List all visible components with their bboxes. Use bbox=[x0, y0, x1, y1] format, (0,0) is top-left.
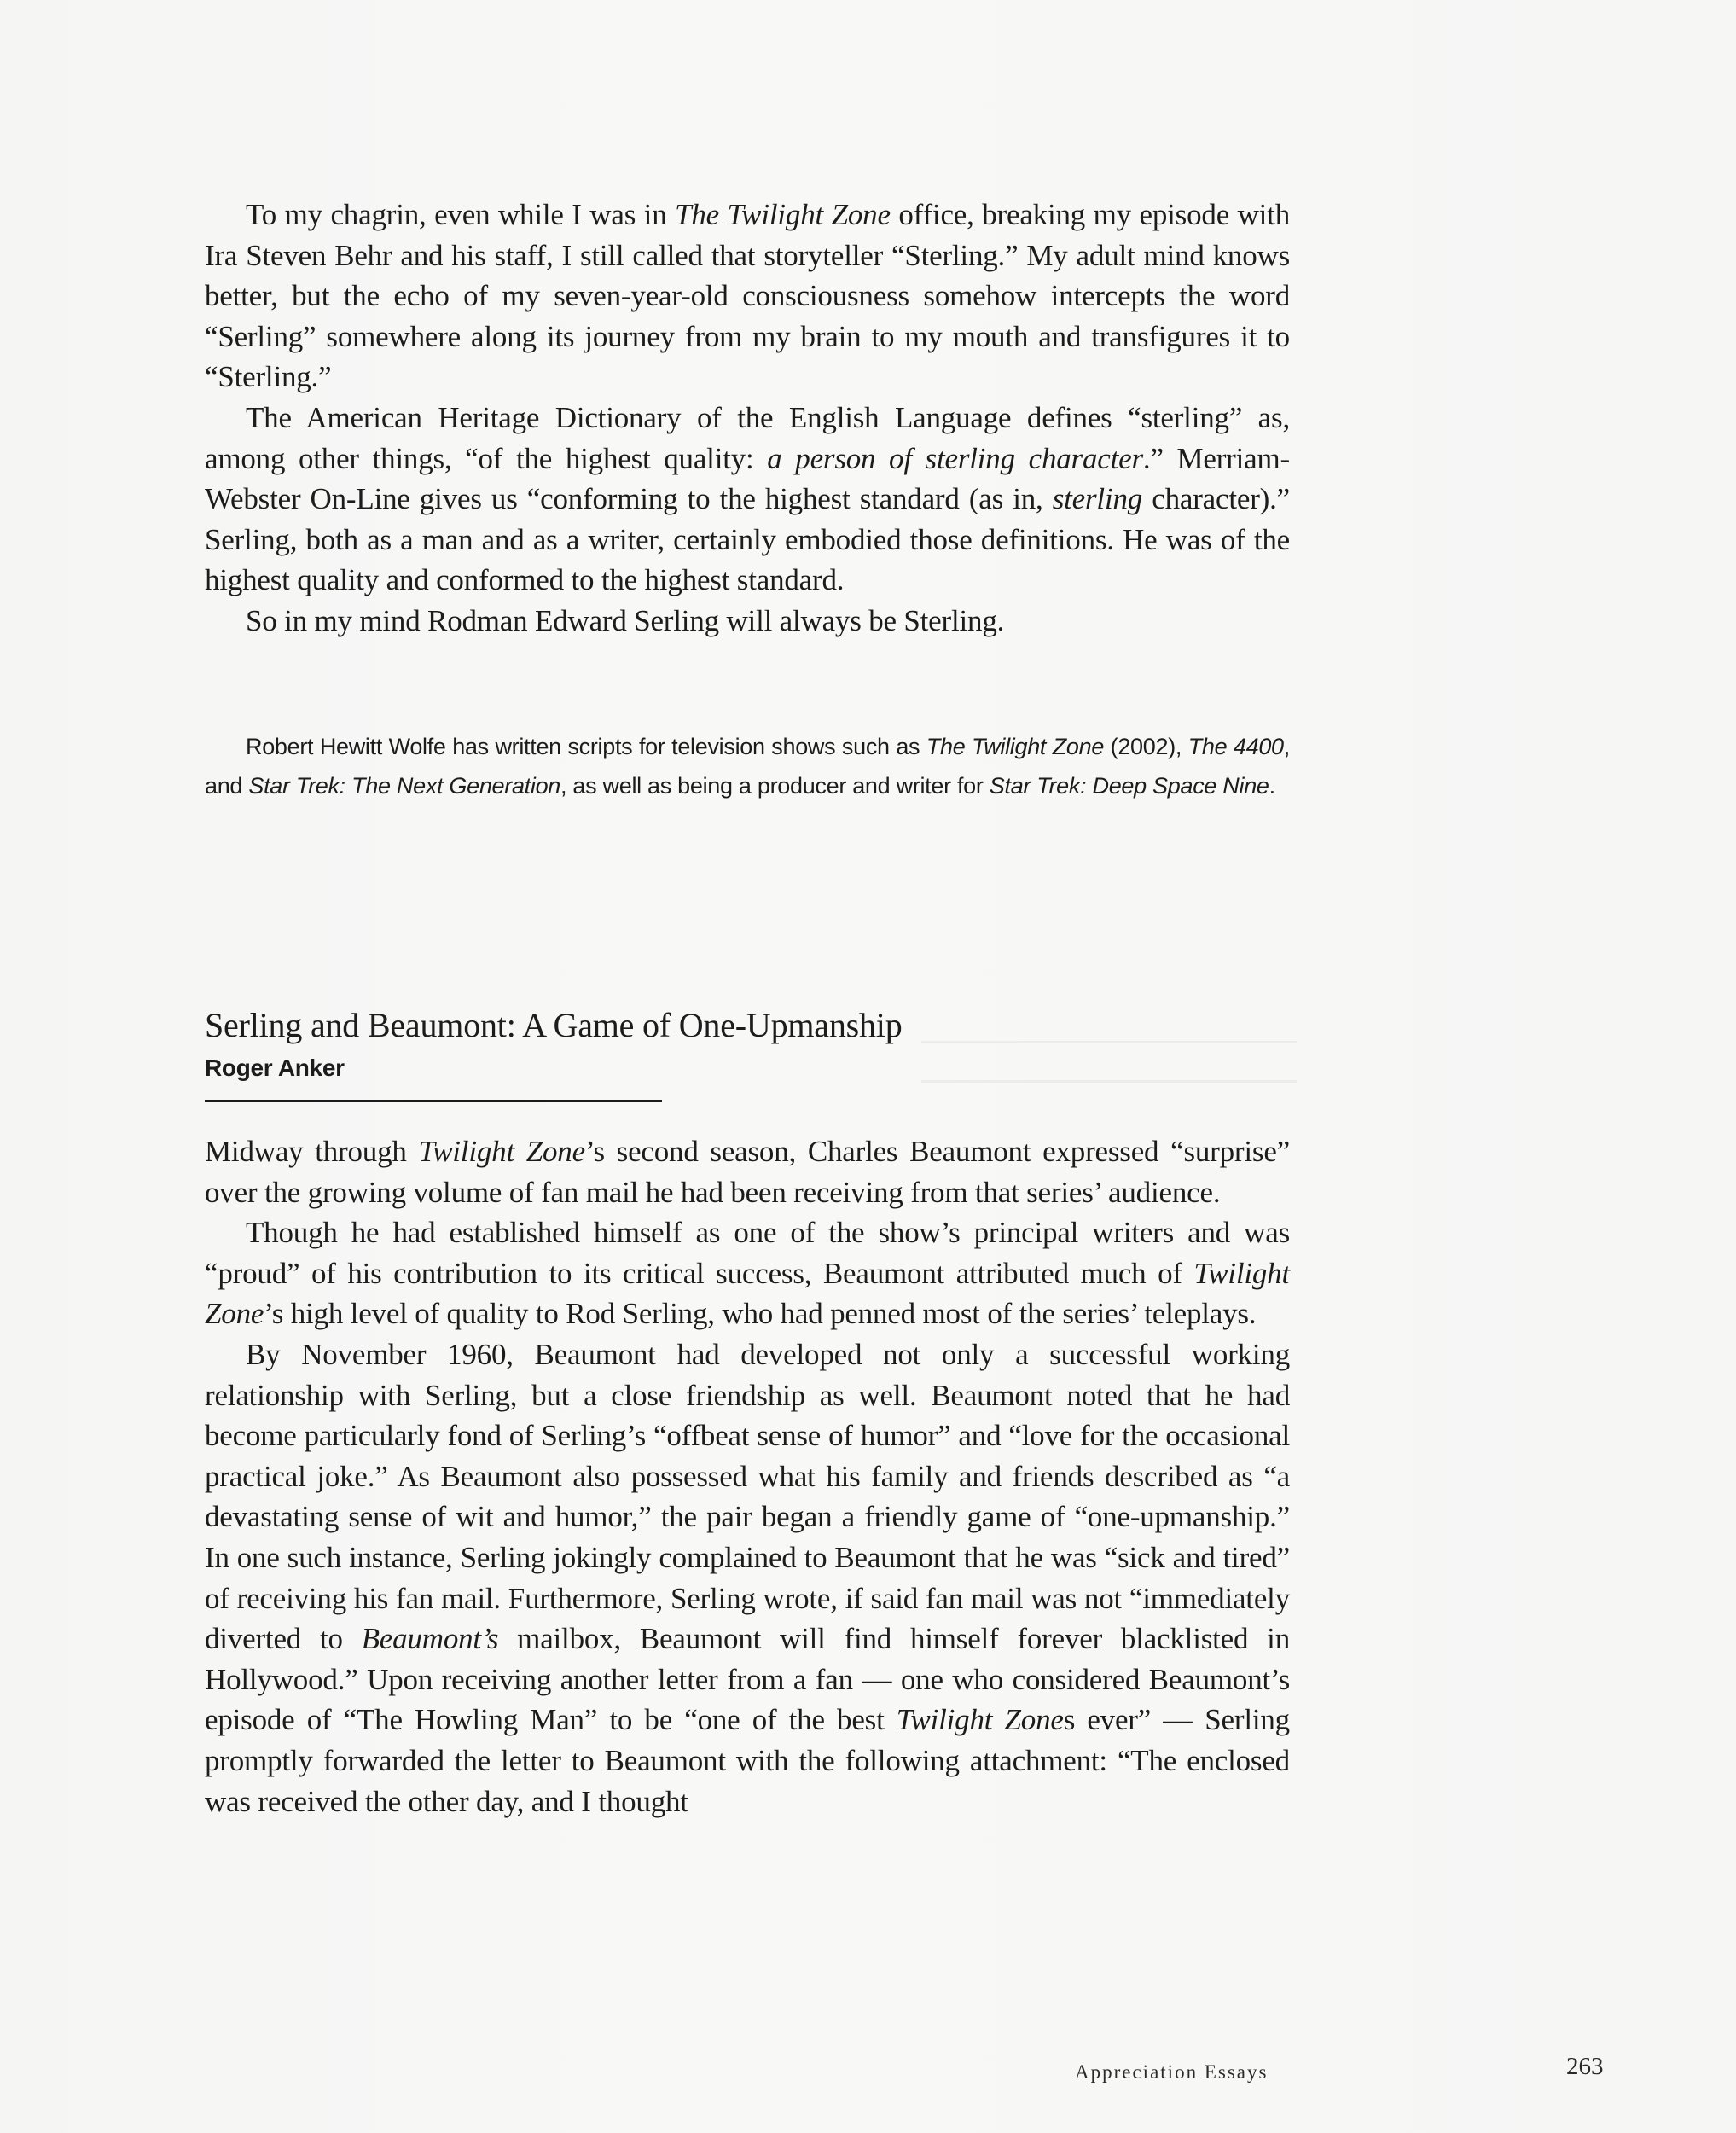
paragraph: By November 1960, Beaumont had developed not only a successful working relationship with Serling, but a close friendship as well. Beaumont noted that he had become particularly fond of Serling’s “offbeat sense of humor” and “love for the occasional practical joke.” As Beaumont also possessed what his family and friends described as “a devastating sense of wit and humor,” the pair began a friendly game of “one-upmanship.” In one such instance, Serling jokingly complained to Beaumont that he was “sick and tired” of receiving his fan mail. Furthermore, Serling wrote, if said fan mail was not “immediately diverted to Beaumont’s mailbox, Beaumont will find himself forever blacklisted in Hollywood.” Upon receiving another letter from a fan — one who considered Beaumont’s episode of “The Howling Man” to be “one of the best Twilight Zones ever” — Serling promptly forwarded the letter to Beaumont with the following attachment: “The enclosed was received the other day, and I thought bbox=[205, 1337, 1290, 1818]
essay-author: Roger Anker bbox=[205, 1055, 345, 1081]
italic-title: Twilight Zone bbox=[896, 1703, 1064, 1737]
italic-title: a person of sterling character bbox=[767, 441, 1143, 475]
running-footer-section: Appreciation Essays bbox=[1075, 2061, 1269, 2083]
italic-title: sterling bbox=[1052, 482, 1143, 516]
italic-title: Twilight Zone bbox=[205, 1256, 1290, 1331]
previous-essay-ending bbox=[205, 195, 1290, 642]
title-rule bbox=[205, 1100, 662, 1102]
paragraph: Though he had established himself as one of the show’s principal writers and was “proud” of his contribution to its critical success, Beaumont attributed much of Twilight Zone’s high level of quality to Rod Serling, who had penned most of the series’ teleplays. bbox=[205, 1216, 1290, 1331]
italic-title: The Twilight Zone bbox=[926, 734, 1105, 759]
paragraph: The American Heritage Dictionary of the English Language defines “sterling” as, among other things, “of the highest quality: a person of sterling character.” Merriam-Webster On-Line gives us “conforming to the highest standard (as in, sterling character).” Serling, both as a man and as a writer, certainly embodied those definitions. He was of the highest quality and conformed to the highest standard. bbox=[205, 400, 1290, 597]
essay-title: Serling and Beaumont: A Game of One-Upmanship bbox=[205, 1006, 903, 1044]
paragraph: Midway through Twilight Zone’s second season, Charles Beaumont expressed “surprise” over the growing volume of fan mail he had been receiving from that series’ audience. bbox=[205, 1135, 1290, 1209]
italic-title: Star Trek: Deep Space Nine bbox=[989, 773, 1269, 799]
essay-body bbox=[205, 1131, 1290, 1822]
italic-title: The 4400 bbox=[1187, 734, 1284, 759]
page-number: 263 bbox=[1566, 2053, 1604, 2080]
italic-title: Twilight Zone bbox=[418, 1135, 585, 1168]
italic-title: Star Trek: The Next Generation bbox=[248, 773, 561, 799]
author-bio: Robert Hewitt Wolfe has written scripts for television shows such as The Twilight Zone (2002), The 4400, and Star Trek: The Next Generation, as well as being a producer and writer for Star Trek: Deep Space Nine. bbox=[205, 734, 1290, 799]
italic-title: The Twilight Zone bbox=[675, 198, 891, 231]
paragraph: So in my mind Rodman Edward Serling will always be Sterling. bbox=[246, 603, 1005, 637]
paragraph: To my chagrin, even while I was in The Twilight Zone office, breaking my episode with Ira Steven Behr and his staff, I still called that storyteller “Sterling.” My adult mind knows better, but the echo of my seven-year-old consciousness somehow intercepts the word “Serling” somewhere along its journey from my brain to my mouth and transfigures it to “Sterling.” bbox=[205, 198, 1291, 394]
bleed-through-text bbox=[921, 1041, 1297, 1092]
italic-title: Beaumont’s bbox=[361, 1622, 499, 1656]
